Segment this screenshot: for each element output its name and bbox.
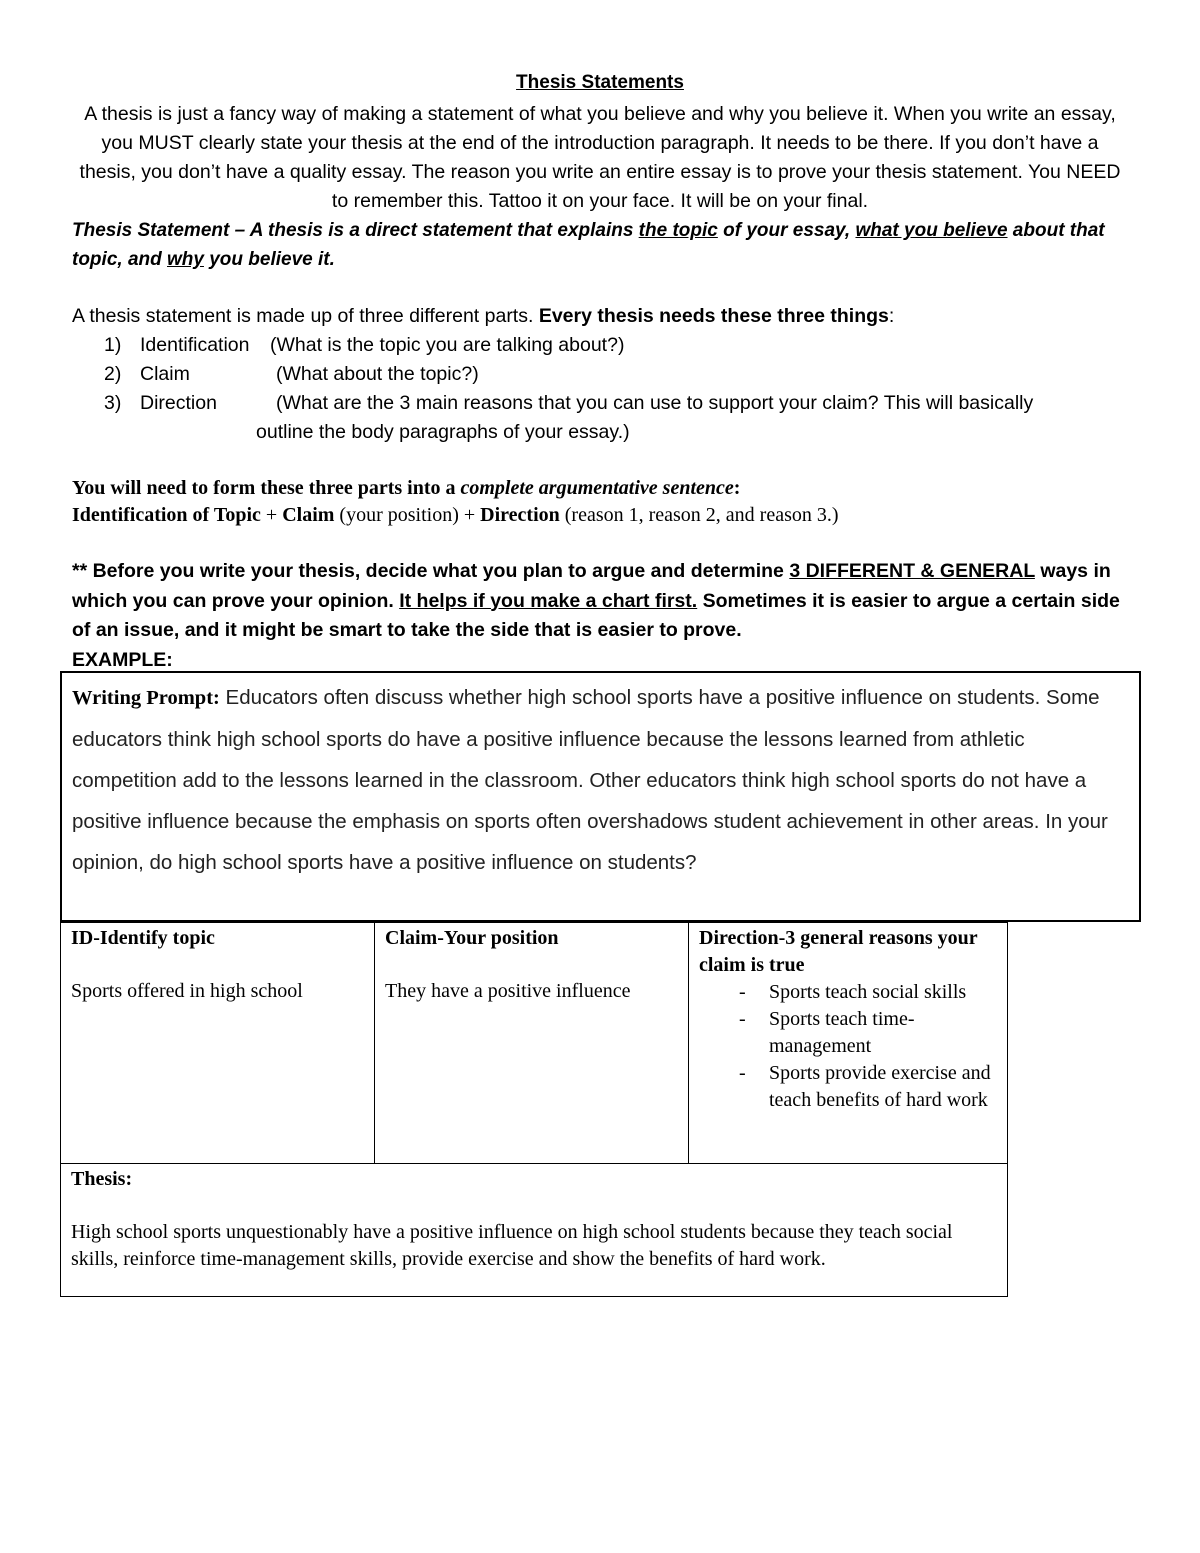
- formula-claim: Claim: [282, 504, 335, 526]
- parts-intro-text: A thesis statement is made up of three different parts.: [72, 305, 539, 327]
- advice-text: Sometimes it is easier to argue a certain side of an issue, and it might be smart to take the side that is easier to prove.: [72, 589, 1120, 641]
- part-item-identification: [104, 331, 250, 360]
- reasons-list: [699, 979, 997, 1114]
- chart-row: [61, 923, 1008, 1164]
- id-value: Sports offered in high school: [71, 980, 303, 1002]
- parts-intro: [72, 302, 894, 331]
- formula-direction: Direction: [480, 504, 560, 526]
- writing-prompt: [72, 677, 1132, 883]
- part-number: 1): [104, 334, 122, 356]
- claim-header: Claim-Your position: [385, 927, 559, 949]
- definition-underline-topic: the topic: [638, 220, 718, 241]
- part-name: Direction: [140, 392, 217, 414]
- advice-underline: It helps if you make a chart first.: [399, 589, 698, 612]
- direction-cell: [689, 923, 1008, 1164]
- part-item-direction: [104, 389, 217, 418]
- writing-prompt-box: [60, 671, 1141, 922]
- part-name: Identification: [140, 334, 250, 356]
- thesis-label: Thesis:: [71, 1168, 133, 1190]
- intro-paragraph: A thesis is just a fancy way of making a statement of what you believe and why you believe it. When you write an essay, you MUST clearly state your thesis at the end of the introduction paragraph. It needs to be there. If you don’t have a thesis, you don’t have a quality essay. The reason you write an entire essay is to prove your thesis statement. You NEED to remember this. Tattoo it on your face. It will be on your final.: [79, 103, 1121, 212]
- form-instruction-italic: complete argumentative sentence: [460, 477, 734, 499]
- id-cell: [61, 923, 375, 1164]
- part-question: (What are the 3 main reasons that you can use to support your claim? This will basically: [276, 392, 1034, 414]
- formula-direction-note: (reason 1, reason 2, and reason 3.): [559, 504, 839, 526]
- page-title: Thesis Statements: [516, 72, 684, 93]
- thesis-formula: [72, 501, 839, 529]
- advice-paragraph: [72, 557, 1132, 675]
- id-header: ID-Identify topic: [71, 927, 215, 949]
- chart-row: [61, 1164, 1008, 1297]
- parts-intro-colon: :: [888, 305, 895, 327]
- list-item: - Sports teach social skills: [739, 979, 997, 1006]
- claim-value: They have a positive influence: [385, 980, 631, 1002]
- definition-underline-belief: what you believe: [855, 220, 1008, 241]
- definition-text: Thesis Statement – A thesis is a direct statement that explains: [72, 220, 639, 241]
- form-instruction-end: :: [733, 477, 741, 499]
- writing-prompt-label: Writing Prompt:: [72, 687, 220, 709]
- parts-intro-bold: Every thesis needs these three things: [538, 305, 889, 327]
- claim-cell: [375, 923, 689, 1164]
- list-item: - Sports teach time-management: [739, 1006, 997, 1060]
- part-number: 2): [104, 363, 122, 385]
- writing-prompt-text: Educators often discuss whether high school sports have a positive influence on students. Some educators think high school sports do have a positive influence because the lessons learned from athletic competition add to the lessons learned in the classroom. Other educators think high school sports do not have a positive influence because the emphasis on sports often overshadows student achievement in other areas. In your opinion, do high school sports have a positive influence on students?: [72, 686, 1108, 874]
- thesis-chart: [60, 922, 1008, 1297]
- part-question: (What is the topic you are talking about?): [270, 334, 625, 356]
- thesis-text: High school sports unquestionably have a positive influence on high school students because they teach social skills, reinforce time-management skills, provide exercise and show the benefits of hard work.: [71, 1221, 953, 1270]
- definition-text: about that topic, and: [72, 220, 1105, 270]
- definition-underline-why: why: [167, 249, 204, 270]
- definition-text: you believe it.: [203, 249, 335, 270]
- list-item: - Sports provide exercise and teach benefits of hard work: [739, 1060, 997, 1114]
- formula-identification: Identification of Topic: [72, 504, 261, 526]
- advice-text: ** Before you write your thesis, decide what you plan to argue and determine: [72, 560, 790, 582]
- part-question-continued: outline the body paragraphs of your essay.): [256, 421, 630, 443]
- part-item-claim: [104, 360, 190, 389]
- advice-text: ways in which you can prove your opinion.: [72, 560, 1111, 612]
- form-instruction: [72, 474, 740, 502]
- advice-underline: 3 DIFFERENT & GENERAL: [789, 560, 1035, 582]
- formula-plus: +: [260, 504, 283, 526]
- thesis-definition: [72, 216, 1132, 274]
- direction-header: Direction-3 general reasons your claim is true: [699, 927, 978, 976]
- form-instruction-text: You will need to form these three parts into a: [72, 477, 461, 499]
- definition-text: of your essay,: [717, 220, 856, 241]
- part-number: 3): [104, 392, 122, 414]
- thesis-cell: [61, 1164, 1008, 1297]
- formula-claim-note: (your position) +: [334, 504, 481, 526]
- part-name: Claim: [140, 363, 190, 385]
- example-label: EXAMPLE:: [72, 648, 173, 671]
- part-question: (What about the topic?): [276, 363, 479, 385]
